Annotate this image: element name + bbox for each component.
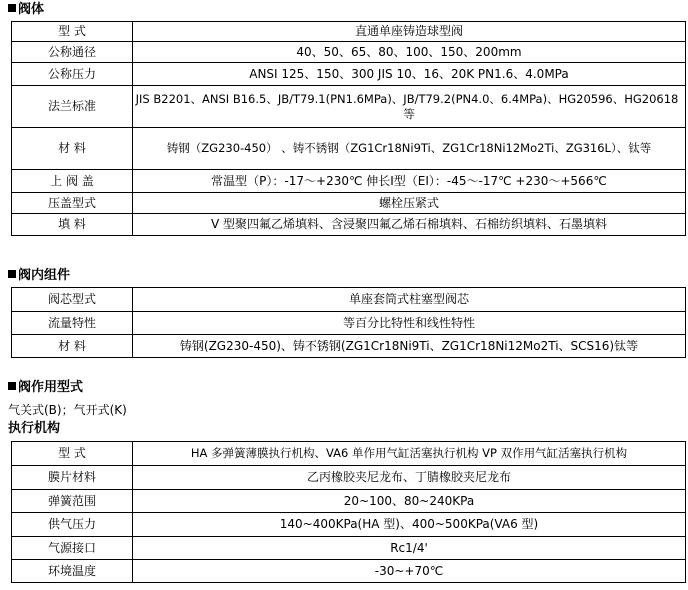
row-value: 常温型（P）：-17～+230℃ 伸长Ⅰ型（EⅠ）：-45～-17℃ +230～+566℃ [133,170,686,193]
row-label: 公称压力 [12,63,133,86]
table-row [12,335,686,358]
row-value: 乙丙橡胶夹尼龙布、丁腈橡胶夹尼龙布 [133,466,686,490]
table-row [12,63,686,86]
valve-action-text: 气关式(B)；气开式(K) [8,403,127,417]
row-value: 铸钢(ZG230-450)、铸不锈钢(ZG1Cr18Ni9Ti、ZG1Cr18Ni12Mo2Ti、SCS16)钛等 [133,335,686,358]
bullet-square-icon [8,270,16,278]
table-row [12,193,686,214]
bullet-square-icon [8,382,16,390]
row-label: 压盖型式 [12,193,133,214]
row-value: 等百分比特性和线性特性 [133,312,686,335]
table-row [12,288,686,312]
row-value: 单座套筒式柱塞型阀芯 [133,288,686,312]
actuator-table [11,441,686,583]
row-label: 填 料 [12,214,133,236]
table-row [12,42,686,63]
table-row [12,490,686,513]
section-title-valve-body [8,2,44,18]
table-row [12,560,686,583]
row-value: 螺栓压紧式 [133,193,686,214]
section-title-valve-internals [8,268,70,284]
row-value-line-1: JIS B2201、ANSI B16.5、JB/T79.1(PN1.6MPa)、JB/T79.2(PN4.0、6.4MPa)、HG20596、HG20618 [135,91,679,106]
row-label: 材 料 [12,335,133,358]
section-title-text: 阀内组件 [18,268,71,283]
row-label: 法兰标准 [12,86,133,128]
row-value: 直通单座铸造球型阀 [133,22,686,42]
row-label: 弹簧范围 [12,490,133,513]
table-row [12,128,686,170]
row-value: Rc1/4' [133,537,686,560]
table-row [12,22,686,42]
table-row [12,170,686,193]
table-row [12,312,686,335]
table-row [12,466,686,490]
row-value: 40、50、65、80、100、150、200mm [133,42,686,63]
row-value: 铸钢（ZG230-450） 、铸不锈钢（ZG1Cr18Ni9Ti、ZG1Cr18Ni12Mo2Ti、ZG316L）、钛等 [133,128,686,170]
row-label: 环境温度 [12,560,133,583]
section-title-text: 阀作用型式 [18,380,84,395]
table-row [12,537,686,560]
row-value: 140~400KPa(HA 型)、400~500KPa(VA6 型) [133,513,686,537]
row-label: 型 式 [12,442,133,466]
valve-internals-table [11,287,686,358]
table-row [12,513,686,537]
row-label: 型 式 [12,22,133,42]
row-label: 膜片材料 [12,466,133,490]
table-row [12,442,686,466]
row-value: -30~+70℃ [133,560,686,583]
row-label: 气源接口 [12,537,133,560]
row-value [133,86,686,128]
valve-body-table [11,21,686,236]
table-row [12,86,686,128]
section-title-actuator: 执行机构 [8,421,61,436]
row-value: V 型聚四氟乙烯填料、含浸聚四氟乙烯石棉填料、石棉纺织填料、石墨填料 [133,214,686,236]
row-value: HA 多弹簧薄膜执行机构、VA6 单作用气缸活塞执行机构 VP 双作用气缸活塞执行机构 [133,442,686,466]
row-label: 流量特性 [12,312,133,335]
row-value: ANSI 125、150、300 JIS 10、16、20K PN1.6、4.0MPa [133,63,686,86]
section-title-valve-action [8,380,83,396]
row-value: 20~100、80~240KPa [133,490,686,513]
row-label: 供气压力 [12,513,133,537]
section-title-text: 阀体 [18,2,45,17]
row-label: 上 阀 盖 [12,170,133,193]
row-label: 材 料 [12,128,133,170]
row-value-line-2: 等 [403,106,415,121]
row-label: 公称通径 [12,42,133,63]
row-label: 阀芯型式 [12,288,133,312]
table-row [12,214,686,236]
bullet-square-icon [8,4,16,12]
